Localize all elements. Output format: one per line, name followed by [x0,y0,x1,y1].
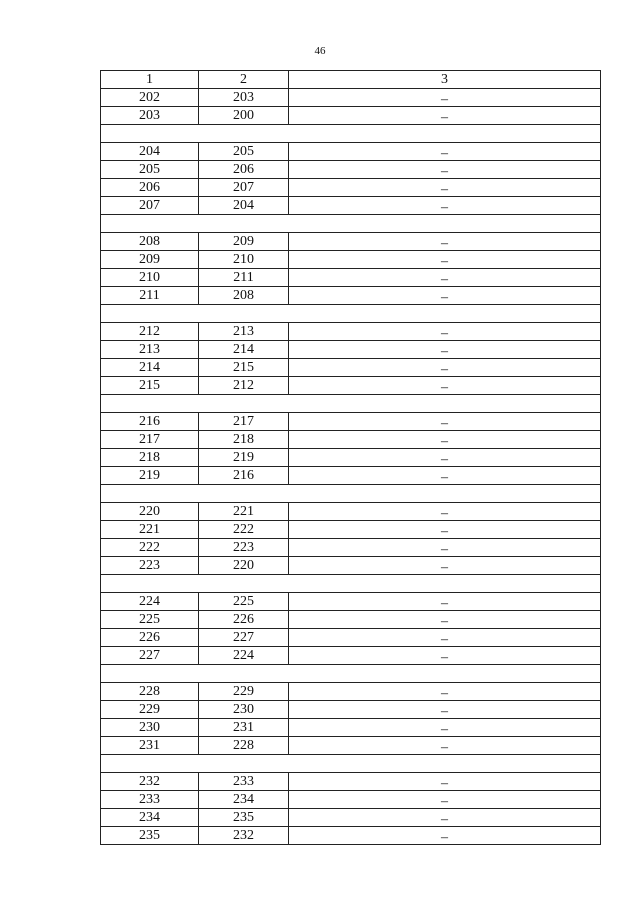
table-row [101,179,601,197]
table-cell-col-2: 204 [199,197,289,215]
table-cell-col-1: 225 [101,611,199,629]
table-cell-col-1: 226 [101,629,199,647]
table-cell-col-3 [289,647,601,665]
column-header-3: 3 [289,71,601,89]
table-cell-col-3 [289,431,601,449]
table-cell-col-1: 216 [101,413,199,431]
table-cell-col-3 [289,161,601,179]
table-body [101,71,601,845]
dash-mark: – [441,829,448,845]
table-cell-col-3 [289,503,601,521]
table-row [101,359,601,377]
table-cell-col-3 [289,287,601,305]
table-cell-col-2: 214 [199,341,289,359]
separator-cell [101,305,601,323]
table-cell-col-1: 235 [101,827,199,845]
separator-cell [101,665,601,683]
separator-row [101,395,601,413]
table-cell-col-2: 215 [199,359,289,377]
table-cell-col-2: 212 [199,377,289,395]
dash-mark: – [441,343,448,359]
table-cell-col-1: 215 [101,377,199,395]
table-row [101,809,601,827]
table-cell-col-2: 220 [199,557,289,575]
dash-mark: – [441,271,448,287]
table-cell-col-2: 208 [199,287,289,305]
separator-row [101,575,601,593]
table-cell-col-3 [289,809,601,827]
table-row [101,143,601,161]
table-cell-col-2: 210 [199,251,289,269]
table-cell-col-2: 207 [199,179,289,197]
table-row [101,773,601,791]
dash-mark: – [441,433,448,449]
table-cell-col-1: 219 [101,467,199,485]
table-cell-col-2: 226 [199,611,289,629]
table-cell-col-3 [289,539,601,557]
table-row [101,683,601,701]
table-cell-col-1: 221 [101,521,199,539]
table-cell-col-1: 218 [101,449,199,467]
table-row [101,251,601,269]
table-cell-col-1: 210 [101,269,199,287]
table-row [101,701,601,719]
table-cell-col-1: 217 [101,431,199,449]
table-cell-col-3 [289,197,601,215]
table-cell-col-3 [289,719,601,737]
separator-row [101,305,601,323]
table-cell-col-1: 206 [101,179,199,197]
table-row [101,233,601,251]
page-number: 46 [314,45,326,57]
table-cell-col-1: 214 [101,359,199,377]
table-cell-col-3 [289,611,601,629]
separator-cell [101,125,601,143]
dash-mark: – [441,721,448,737]
table-row [101,647,601,665]
table-cell-col-3 [289,521,601,539]
table-cell-col-3 [289,377,601,395]
table-cell-col-3 [289,323,601,341]
table-row [101,449,601,467]
table-row [101,737,601,755]
table-cell-col-2: 218 [199,431,289,449]
dash-mark: – [441,541,448,557]
table-cell-col-1: 209 [101,251,199,269]
table-cell-col-1: 213 [101,341,199,359]
table-row [101,161,601,179]
header-row [101,71,601,89]
table-cell-col-3 [289,251,601,269]
table-row [101,269,601,287]
dash-mark: – [441,775,448,791]
table-row [101,557,601,575]
table-cell-col-1: 230 [101,719,199,737]
table-cell-col-3 [289,737,601,755]
table-row [101,467,601,485]
dash-mark: – [441,739,448,755]
table-cell-col-2: 230 [199,701,289,719]
table-cell-col-3 [289,773,601,791]
table-cell-col-1: 211 [101,287,199,305]
table-cell-col-2: 234 [199,791,289,809]
table-row [101,413,601,431]
table-cell-col-2: 205 [199,143,289,161]
table-cell-col-1: 212 [101,323,199,341]
table-cell-col-3 [289,233,601,251]
dash-mark: – [441,145,448,161]
dash-mark: – [441,505,448,521]
table-row [101,629,601,647]
table-cell-col-3 [289,179,601,197]
dash-mark: – [441,613,448,629]
dash-mark: – [441,649,448,665]
table-cell-col-2: 228 [199,737,289,755]
table-cell-col-2: 216 [199,467,289,485]
dash-mark: – [441,289,448,305]
table-cell-col-1: 234 [101,809,199,827]
table-row [101,431,601,449]
table-cell-col-1: 231 [101,737,199,755]
dash-mark: – [441,325,448,341]
table-cell-col-1: 223 [101,557,199,575]
table-cell-col-1: 232 [101,773,199,791]
table-cell-col-3 [289,593,601,611]
table-cell-col-2: 221 [199,503,289,521]
dash-mark: – [441,163,448,179]
table-row [101,719,601,737]
table-cell-col-1: 227 [101,647,199,665]
table-cell-col-3 [289,449,601,467]
table-cell-col-2: 206 [199,161,289,179]
dash-mark: – [441,793,448,809]
table-row [101,827,601,845]
table-cell-col-3 [289,827,601,845]
table-row [101,521,601,539]
dash-mark: – [441,379,448,395]
separator-cell [101,215,601,233]
column-header-2: 2 [199,71,289,89]
table-cell-col-2: 223 [199,539,289,557]
separator-row [101,215,601,233]
separator-cell [101,485,601,503]
table-row [101,89,601,107]
table-cell-col-2: 217 [199,413,289,431]
table-row [101,791,601,809]
table-row [101,107,601,125]
table-cell-col-2: 211 [199,269,289,287]
dash-mark: – [441,595,448,611]
data-table [100,70,601,845]
dash-mark: – [441,631,448,647]
table-cell-col-3 [289,359,601,377]
table-cell-col-1: 208 [101,233,199,251]
table-cell-col-3 [289,341,601,359]
table-cell-col-3 [289,791,601,809]
table-cell-col-3 [289,557,601,575]
table-row [101,287,601,305]
table-row [101,611,601,629]
dash-mark: – [441,253,448,269]
dash-mark: – [441,559,448,575]
table-cell-col-1: 229 [101,701,199,719]
dash-mark: – [441,199,448,215]
table-cell-col-2: 203 [199,89,289,107]
table-cell-col-1: 220 [101,503,199,521]
table-cell-col-2: 233 [199,773,289,791]
table-cell-col-2: 213 [199,323,289,341]
table-row [101,197,601,215]
table-cell-col-3 [289,89,601,107]
table-cell-col-2: 209 [199,233,289,251]
dash-mark: – [441,685,448,701]
dash-mark: – [441,469,448,485]
dash-mark: – [441,235,448,251]
table-cell-col-3 [289,269,601,287]
table-cell-col-2: 200 [199,107,289,125]
table-cell-col-2: 227 [199,629,289,647]
table-cell-col-1: 224 [101,593,199,611]
table-cell-col-2: 225 [199,593,289,611]
dash-mark: – [441,523,448,539]
table-cell-col-2: 222 [199,521,289,539]
separator-cell [101,575,601,593]
table-cell-col-1: 205 [101,161,199,179]
separator-row [101,125,601,143]
dash-mark: – [441,181,448,197]
table-cell-col-2: 219 [199,449,289,467]
table-cell-col-1: 233 [101,791,199,809]
table-row [101,377,601,395]
separator-row [101,485,601,503]
table-cell-col-2: 231 [199,719,289,737]
table-cell-col-3 [289,143,601,161]
table-cell-col-3 [289,107,601,125]
table-cell-col-3 [289,701,601,719]
table-row [101,593,601,611]
separator-cell [101,755,601,773]
table-cell-col-3 [289,413,601,431]
table-cell-col-3 [289,683,601,701]
column-header-1: 1 [101,71,199,89]
separator-cell [101,395,601,413]
dash-mark: – [441,811,448,827]
dash-mark: – [441,415,448,431]
table-cell-col-2: 224 [199,647,289,665]
table-cell-col-1: 207 [101,197,199,215]
table-cell-col-1: 202 [101,89,199,107]
table-cell-col-3 [289,629,601,647]
table-cell-col-1: 222 [101,539,199,557]
table-cell-col-2: 232 [199,827,289,845]
table-cell-col-1: 204 [101,143,199,161]
table-cell-col-3 [289,467,601,485]
dash-mark: – [441,361,448,377]
table-row [101,539,601,557]
table-row [101,341,601,359]
dash-mark: – [441,451,448,467]
separator-row [101,665,601,683]
dash-mark: – [441,109,448,125]
table-cell-col-2: 229 [199,683,289,701]
separator-row [101,755,601,773]
dash-mark: – [441,703,448,719]
table-row [101,323,601,341]
dash-mark: – [441,91,448,107]
table-row [101,503,601,521]
table-cell-col-1: 228 [101,683,199,701]
table-cell-col-2: 235 [199,809,289,827]
table-cell-col-1: 203 [101,107,199,125]
